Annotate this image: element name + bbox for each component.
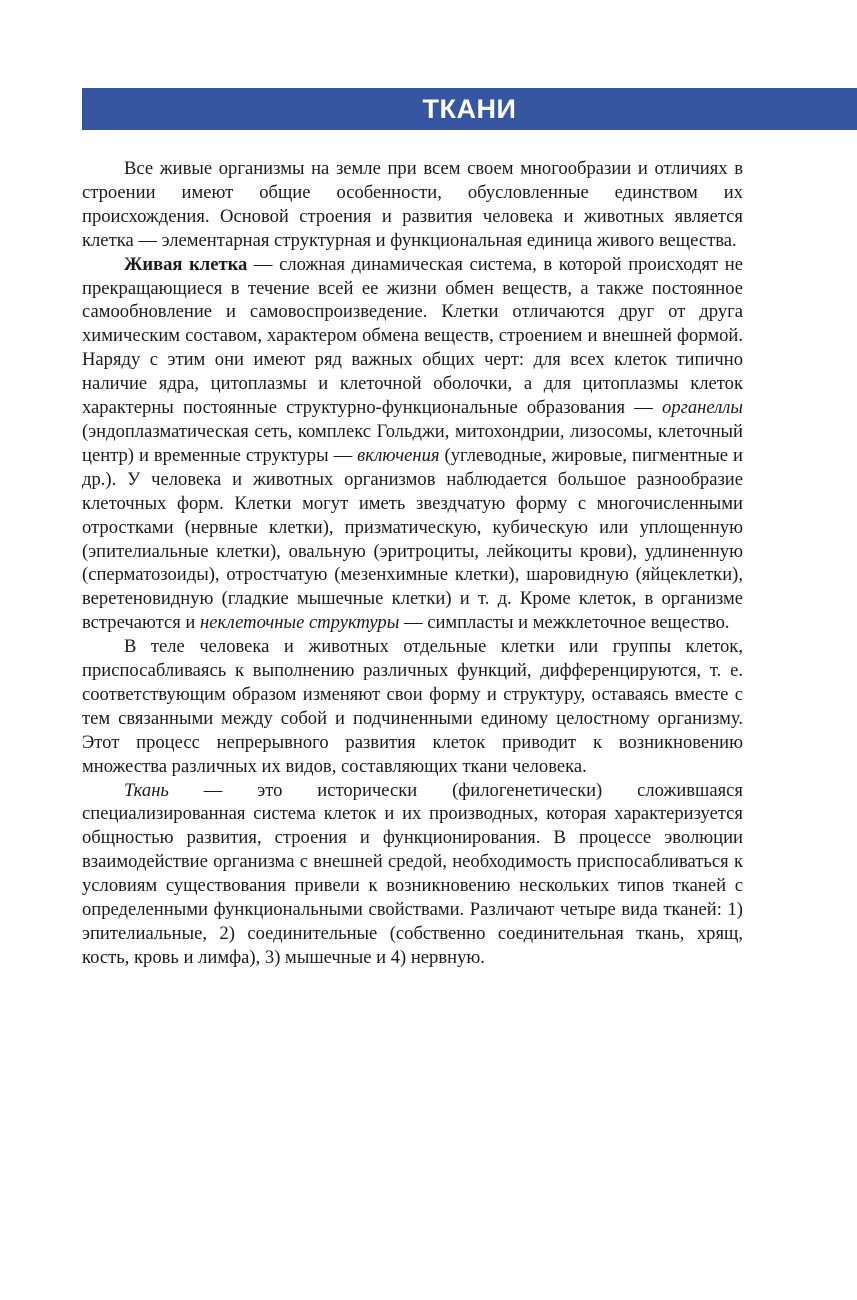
section-title-bar — [82, 88, 857, 130]
term-live-cell: Живая клетка — [124, 253, 248, 275]
term-tissue: Ткань — [124, 779, 169, 801]
body-text — [82, 157, 743, 970]
term-noncellular-structures: неклеточные структуры — [200, 612, 400, 634]
paragraph-3: В теле человека и животных отдельные клетки или группы клеток, приспосабливаясь к выполнению различных функций, дифференцируются, т. е. соответствующим образом изменяют свои форму и структуру, оставаясь вместе с тем связанными между собой и подчиненными единому целостному организму. Этот процесс непрерывного развития клеток приводит к возникновению множества различных их видов, составляющих ткани человека. — [82, 636, 743, 777]
paragraph-4: Ткань — это исторически (филогенетически) сложившаяся специализированная система клеток и их производных, которая характеризуется общностью развития, строения и функционирования. В процессе эволюции взаимодействие организма с внешней средой, необходимость приспосабливаться к условиям существования привели к возникновению нескольких типов тканей с определенными функциональными свойствами. Различают четыре вида тканей: 1) эпителиальные, 2) соединительные (собственно соединительная ткань, хрящ, кость, кровь и лимфа), 3) мышечные и 4) нервную. — [82, 779, 743, 968]
paragraph-2: Живая клетка — сложная динамическая система, в которой происходят не прекращающиеся в течение всей ее жизни обмен веществ, а также постоянное самообновление и самовоспроизведение. Клетки отличаются друг от друга химическим составом, характером обмена веществ, строением и внешней формой. Наряду с этим они имеют ряд важных общих черт: для всех клеток типично наличие ядра, цитоплазмы и клеточной оболочки, а для цитоплазмы клеток характерны постоянные структурно-функциональные образования — органеллы (эндоплазматическая сеть, комплекс Гольджи, митохондрии, лизосомы, клеточный центр) и временные структуры — включения (углеводные, жировые, пигментные и др.). У человека и животных организмов наблюдается большое разнообразие клеточных форм. Клетки могут иметь звездчатую форму с многочисленными отростками (нервные клетки), призматическую, кубическую или уплощенную (эпителиальные клетки), овальную (эритроциты, лейкоциты крови), удлиненную (сперматозоиды), отростчатую (мезенхимные клетки), шаровидную (яйцеклетки), веретеновидную (гладкие мышечные клетки) и т. д. Кроме клеток, в организме встречаются и неклеточные структуры — симпласты и межклеточное вещество. — [82, 253, 743, 634]
term-organelles: органеллы — [662, 397, 743, 419]
paragraph-1: Все живые организмы на земле при всем своем многообразии и отличиях в строении имеют общие особенности, обусловленные единством их происхождения. Основой строения и развития человека и животных является клетка — элементарная структурная и функциональная единица живого вещества. — [82, 158, 743, 251]
term-inclusions: включения — [357, 444, 440, 466]
section-title: ТКАНИ — [422, 93, 517, 124]
